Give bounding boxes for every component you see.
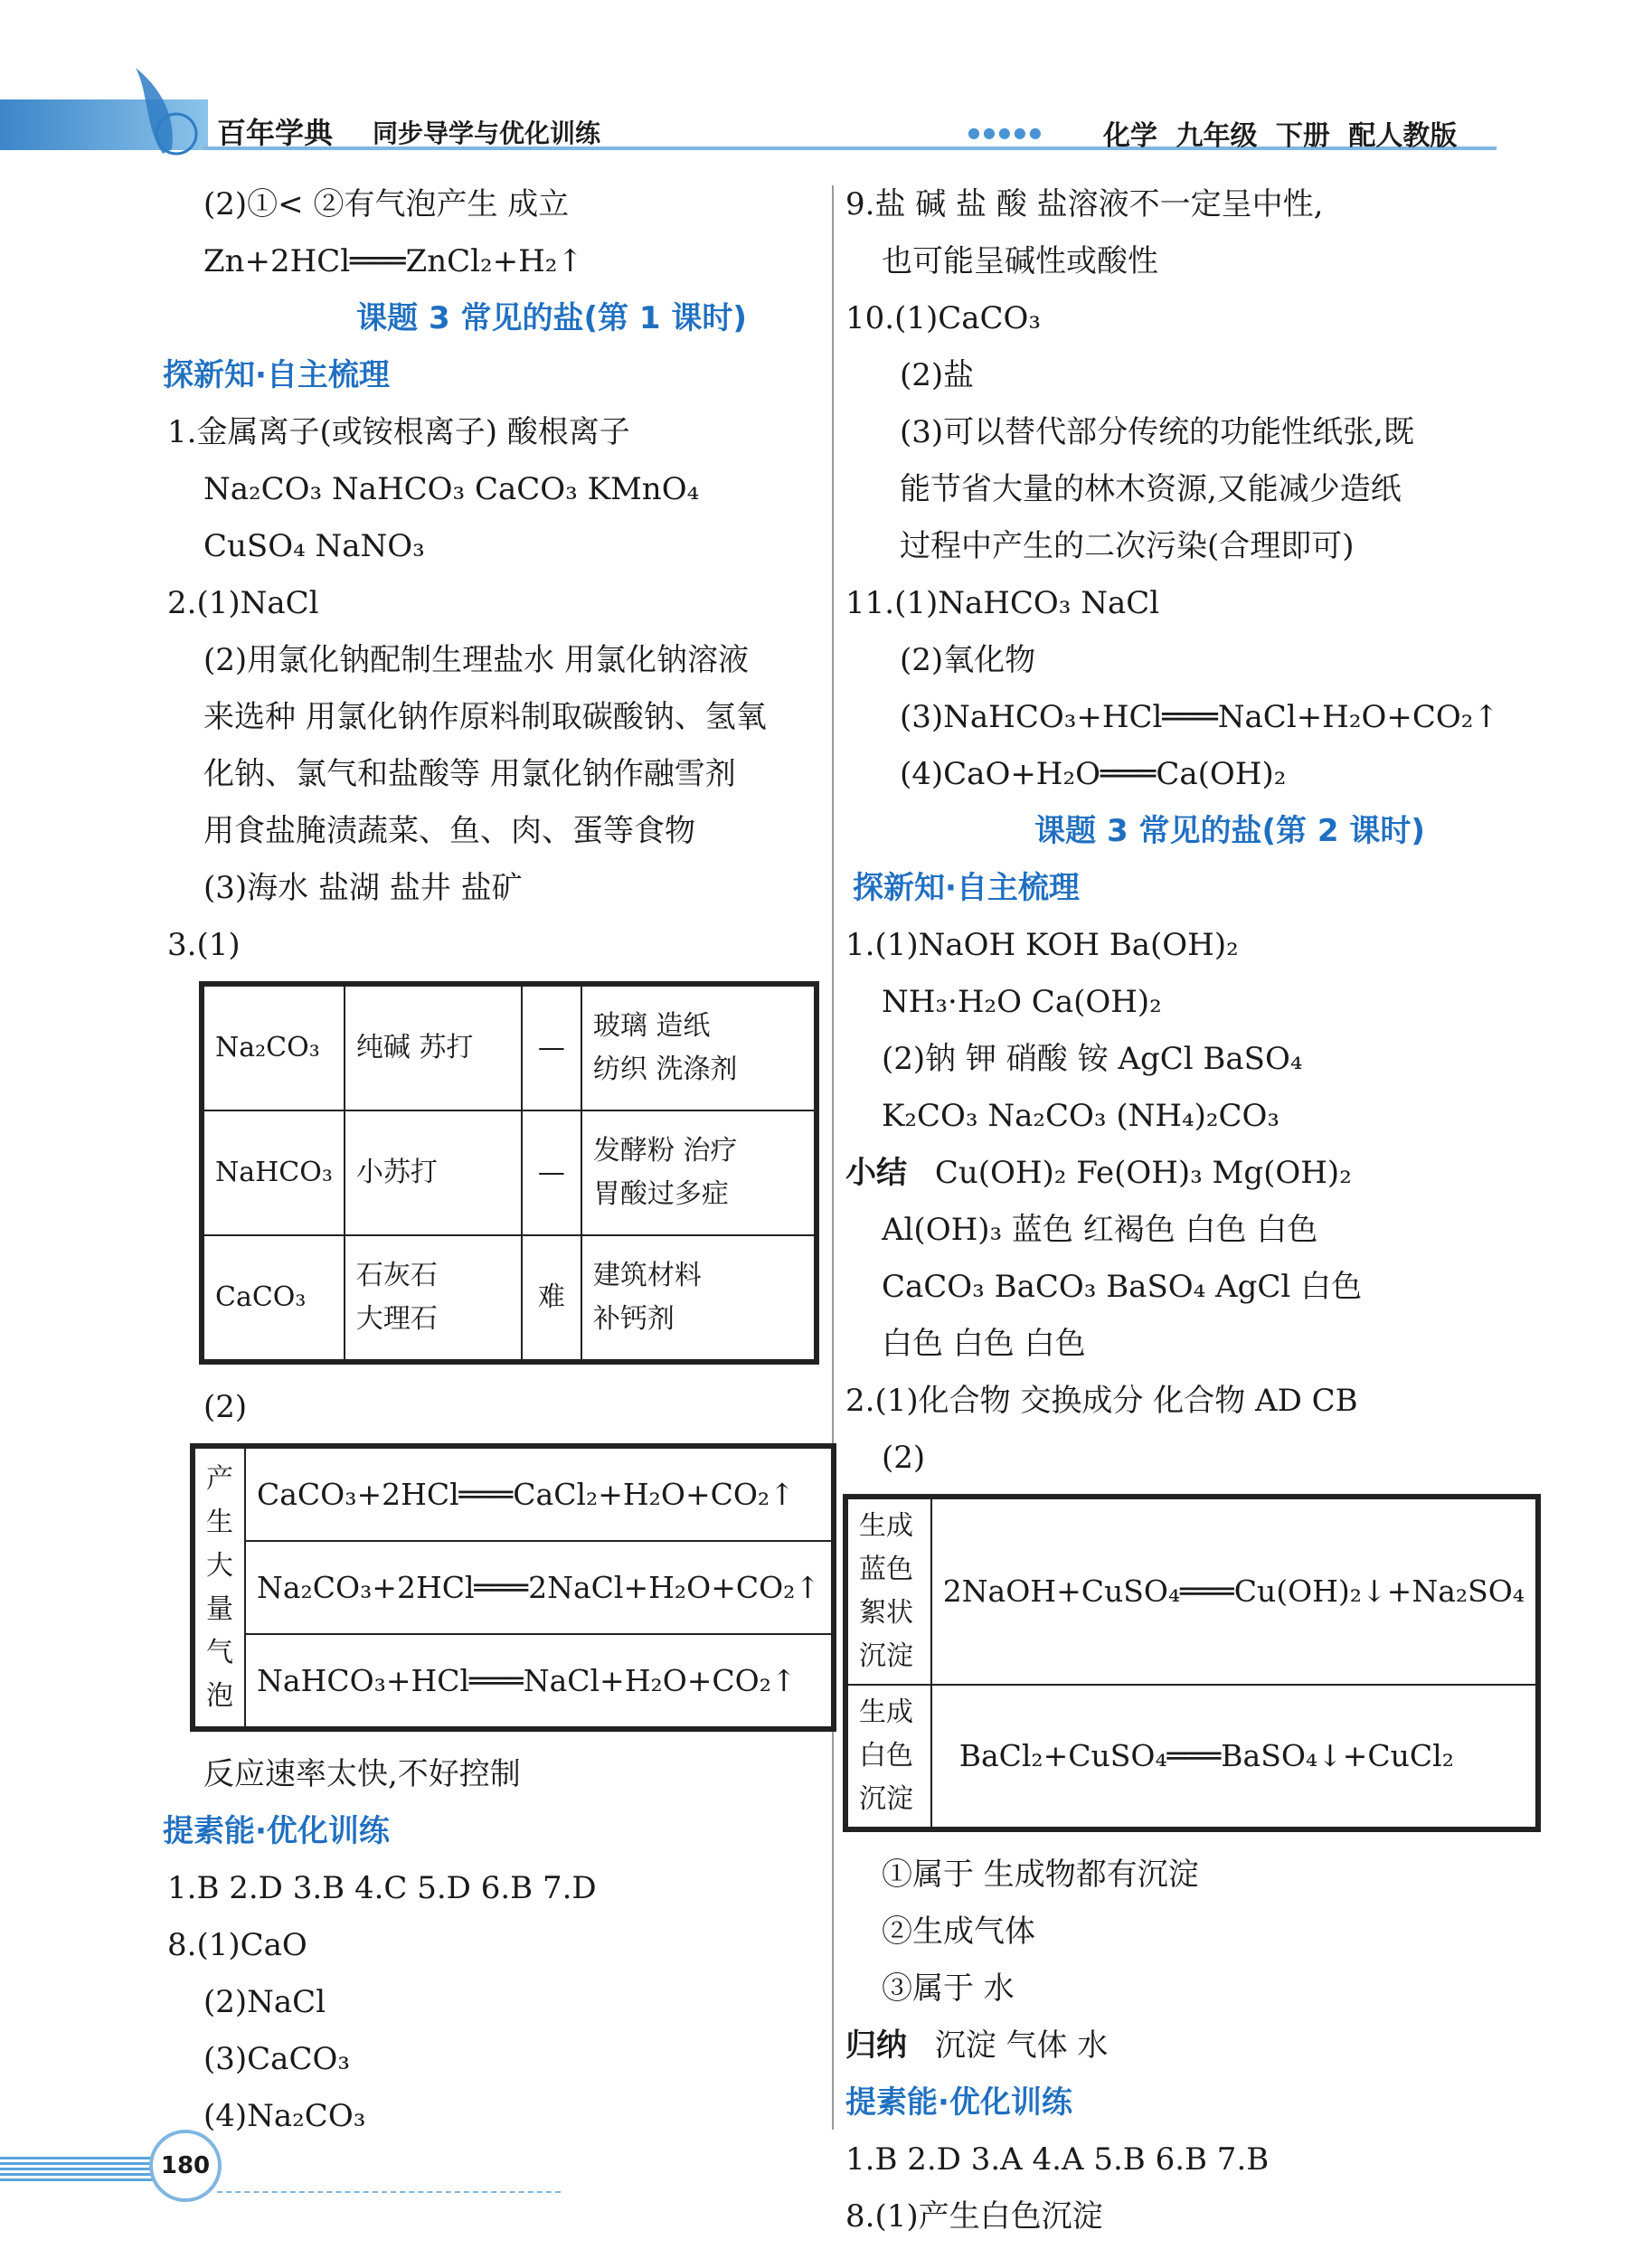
table-cell: NaHCO₃+HCl═══NaCl+H₂O+CO₂↑	[245, 1634, 832, 1727]
footer-dash	[217, 2191, 561, 2193]
precipitate-table	[846, 1498, 1537, 1829]
section-heading: 探新知·自主梳理	[853, 870, 1080, 906]
page-number: 180	[149, 2130, 222, 2202]
cell-line: 气泡	[206, 1636, 233, 1712]
series-title: 同步导学与优化训练	[373, 118, 601, 148]
table-row	[203, 1110, 815, 1235]
answer-line: Al(OH)₃ 蓝色 红褐色 白色 白色	[882, 1212, 1318, 1248]
lesson-title: 课题 3 常见的盐(第 1 课时)	[356, 300, 747, 336]
answer-line: K₂CO₃ Na₂CO₃ (NH₄)₂CO₃	[882, 1098, 1280, 1134]
answer-line: 也可能呈碱性或酸性	[882, 243, 1158, 279]
feather-logo-icon	[109, 63, 208, 163]
cell-line: 大量	[206, 1549, 233, 1625]
table-cell: Na₂CO₃+2HCl═══2NaCl+H₂O+CO₂↑	[245, 1541, 832, 1634]
answer-line: (3)海水 盐湖 盐井 盐矿	[203, 870, 523, 906]
table-row	[847, 1498, 1536, 1685]
answer-line: (2)	[203, 1389, 248, 1425]
summary-label: 小结	[845, 1155, 907, 1191]
answer-line: (4)CaO+H₂O═══Ca(OH)₂	[900, 756, 1287, 792]
answer-line: ①属于 生成物都有沉淀	[882, 1857, 1199, 1893]
page-header	[0, 63, 1643, 163]
salt-table	[203, 985, 816, 1361]
answer-line: (2)盐	[900, 357, 975, 393]
answer-line: (2)氧化物	[900, 642, 1036, 678]
cell-line: 沉淀	[859, 1783, 913, 1815]
answer-line: 3.(1)	[167, 927, 241, 963]
cell-line: 胃酸过多症	[592, 1178, 729, 1210]
cell-line: 大理石	[355, 1303, 438, 1335]
right-column	[845, 176, 1614, 2245]
answer-line: 化钠、氯气和盐酸等 用氯化钠作融雪剂	[203, 756, 736, 792]
summary-text: 沉淀 气体 水	[934, 2027, 1109, 2064]
answer-line: 能节省大量的林木资源,又能减少造纸	[900, 471, 1402, 507]
equation-line: Zn+2HCl═══ZnCl₂+H₂↑	[203, 243, 583, 279]
cell-line: 建筑材料	[592, 1260, 702, 1291]
table-row	[194, 1634, 832, 1727]
answer-line: 8.(1)产生白色沉淀	[845, 2198, 1103, 2235]
answer-line: CuSO₄ NaNO₃	[203, 528, 425, 564]
table-cell	[847, 1498, 931, 1685]
table-cell: —	[522, 986, 581, 1110]
answer-line: (2)	[882, 1440, 926, 1476]
header-dots: ●●●●●	[968, 124, 1044, 141]
lesson-title: 课题 3 常见的盐(第 2 课时)	[1034, 813, 1425, 849]
table-cell: 难	[522, 1235, 581, 1360]
answer-line: 过程中产生的二次污染(合理即可)	[900, 528, 1355, 564]
cell-line: 补钙剂	[592, 1303, 675, 1335]
table-cell: CaCO₃+2HCl═══CaCl₂+H₂O+CO₂↑	[245, 1448, 832, 1541]
table-cell: NaHCO₃	[203, 1110, 345, 1235]
answer-line: 反应速率太快,不好控制	[203, 1756, 521, 1792]
cell-line: 玻璃 造纸	[592, 1010, 711, 1042]
summary-line	[845, 2018, 1614, 2074]
answer-line: (3)NaHCO₃+HCl═══NaCl+H₂O+CO₂↑	[900, 699, 1499, 735]
answer-line: NH₃·H₂O Ca(OH)₂	[882, 984, 1162, 1020]
answer-line: (2)NaCl	[203, 1984, 326, 2020]
table-row	[203, 1235, 815, 1360]
table-cell: CaCO₃	[203, 1235, 345, 1360]
table-cell: 2NaOH+CuSO₄═══Cu(OH)₂↓+Na₂SO₄	[931, 1498, 1536, 1685]
answer-line: (2)①< ②有气泡产生 成立	[203, 186, 570, 222]
table-cell	[345, 1235, 522, 1360]
table-cell	[581, 1110, 815, 1235]
table-cell: Na₂CO₃	[203, 986, 345, 1110]
table-cell: 纯碱 苏打	[345, 986, 522, 1110]
left-column	[163, 176, 936, 2145]
table-row	[203, 986, 815, 1110]
answer-line: 来选种 用氯化钠作原料制取碳酸钠、氢氧	[203, 699, 767, 735]
section-heading: 探新知·自主梳理	[163, 357, 390, 393]
answer-line: (3)CaCO₃	[203, 2041, 350, 2077]
page-footer	[0, 2130, 1643, 2220]
summary-label: 归纳	[845, 2027, 907, 2064]
precipitate-table-wrapper	[843, 1494, 1614, 1836]
answer-line: 9.盐 碱 盐 酸 盐溶液不一定呈中性,	[845, 186, 1324, 222]
table-cell	[194, 1448, 245, 1727]
table-cell	[581, 986, 815, 1110]
table-cell: BaCl₂+CuSO₄═══BaSO₄↓+CuCl₂	[931, 1685, 1536, 1828]
cell-line: 生成蓝色	[859, 1510, 913, 1585]
section-heading: 提素能·优化训练	[845, 2084, 1072, 2121]
cell-line: 生成白色	[859, 1696, 913, 1772]
reaction-table	[194, 1447, 833, 1728]
table-row	[194, 1448, 832, 1541]
cell-line: 发酵粉 治疗	[592, 1135, 738, 1167]
section-heading: 提素能·优化训练	[163, 1813, 390, 1849]
answer-line: 用食盐腌渍蔬菜、鱼、肉、蛋等食物	[203, 813, 695, 849]
answer-line: 1.(1)NaOH KOH Ba(OH)₂	[845, 927, 1239, 963]
answer-line: 10.(1)CaCO₃	[845, 300, 1042, 336]
answer-line: (4)Na₂CO₃	[203, 2098, 366, 2134]
answer-line: 2.(1)NaCl	[167, 585, 319, 621]
subject-info: 化学 九年级 下册 配人教版	[1103, 120, 1458, 152]
answer-line: (3)可以替代部分传统的功能性纸张,既	[900, 414, 1414, 450]
answer-line: Na₂CO₃ NaHCO₃ CaCO₃ KMnO₄	[203, 471, 700, 507]
cell-line: 纺织 洗涤剂	[592, 1054, 738, 1085]
answer-line: (2)用氯化钠配制生理盐水 用氯化钠溶液	[203, 642, 749, 678]
book-title: 百年学典	[217, 116, 334, 150]
summary-line	[845, 1145, 1614, 1202]
answer-line: ②生成气体	[882, 1914, 1035, 1950]
table-cell: 小苏打	[345, 1110, 522, 1235]
table-row	[194, 1541, 832, 1634]
answer-line: 2.(1)化合物 交换成分 化合物 AD CB	[845, 1383, 1358, 1419]
answer-line: 白色 白色 白色	[882, 1326, 1086, 1362]
table-cell: —	[522, 1110, 581, 1235]
answer-line: CaCO₃ BaCO₃ BaSO₄ AgCl 白色	[882, 1269, 1363, 1305]
salt-table-wrapper	[199, 981, 936, 1368]
summary-text: Cu(OH)₂ Fe(OH)₃ Mg(OH)₂	[934, 1155, 1352, 1191]
answer-line: 8.(1)CaO	[167, 1927, 307, 1963]
table-row	[847, 1685, 1536, 1828]
answer-line: ③属于 水	[882, 1970, 1015, 2007]
answer-line: 1.B 2.D 3.B 4.C 5.D 6.B 7.D	[167, 1870, 597, 1906]
reaction-table-wrapper	[190, 1443, 936, 1735]
answer-line: (2)钠 钾 硝酸 铵 AgCl BaSO₄	[882, 1041, 1303, 1077]
answer-line: 1.B 2.D 3.A 4.A 5.B 6.B 7.B	[845, 2141, 1270, 2178]
cell-line: 石灰石	[355, 1260, 438, 1291]
answer-line: 1.金属离子(或铵根离子) 酸根离子	[167, 414, 630, 450]
table-cell	[847, 1685, 931, 1828]
cell-line: 产生	[206, 1462, 233, 1538]
answer-line: 11.(1)NaHCO₃ NaCl	[845, 585, 1160, 621]
cell-line: 絮状沉淀	[859, 1597, 913, 1672]
table-cell	[581, 1235, 815, 1360]
footer-stripes	[0, 2157, 154, 2184]
